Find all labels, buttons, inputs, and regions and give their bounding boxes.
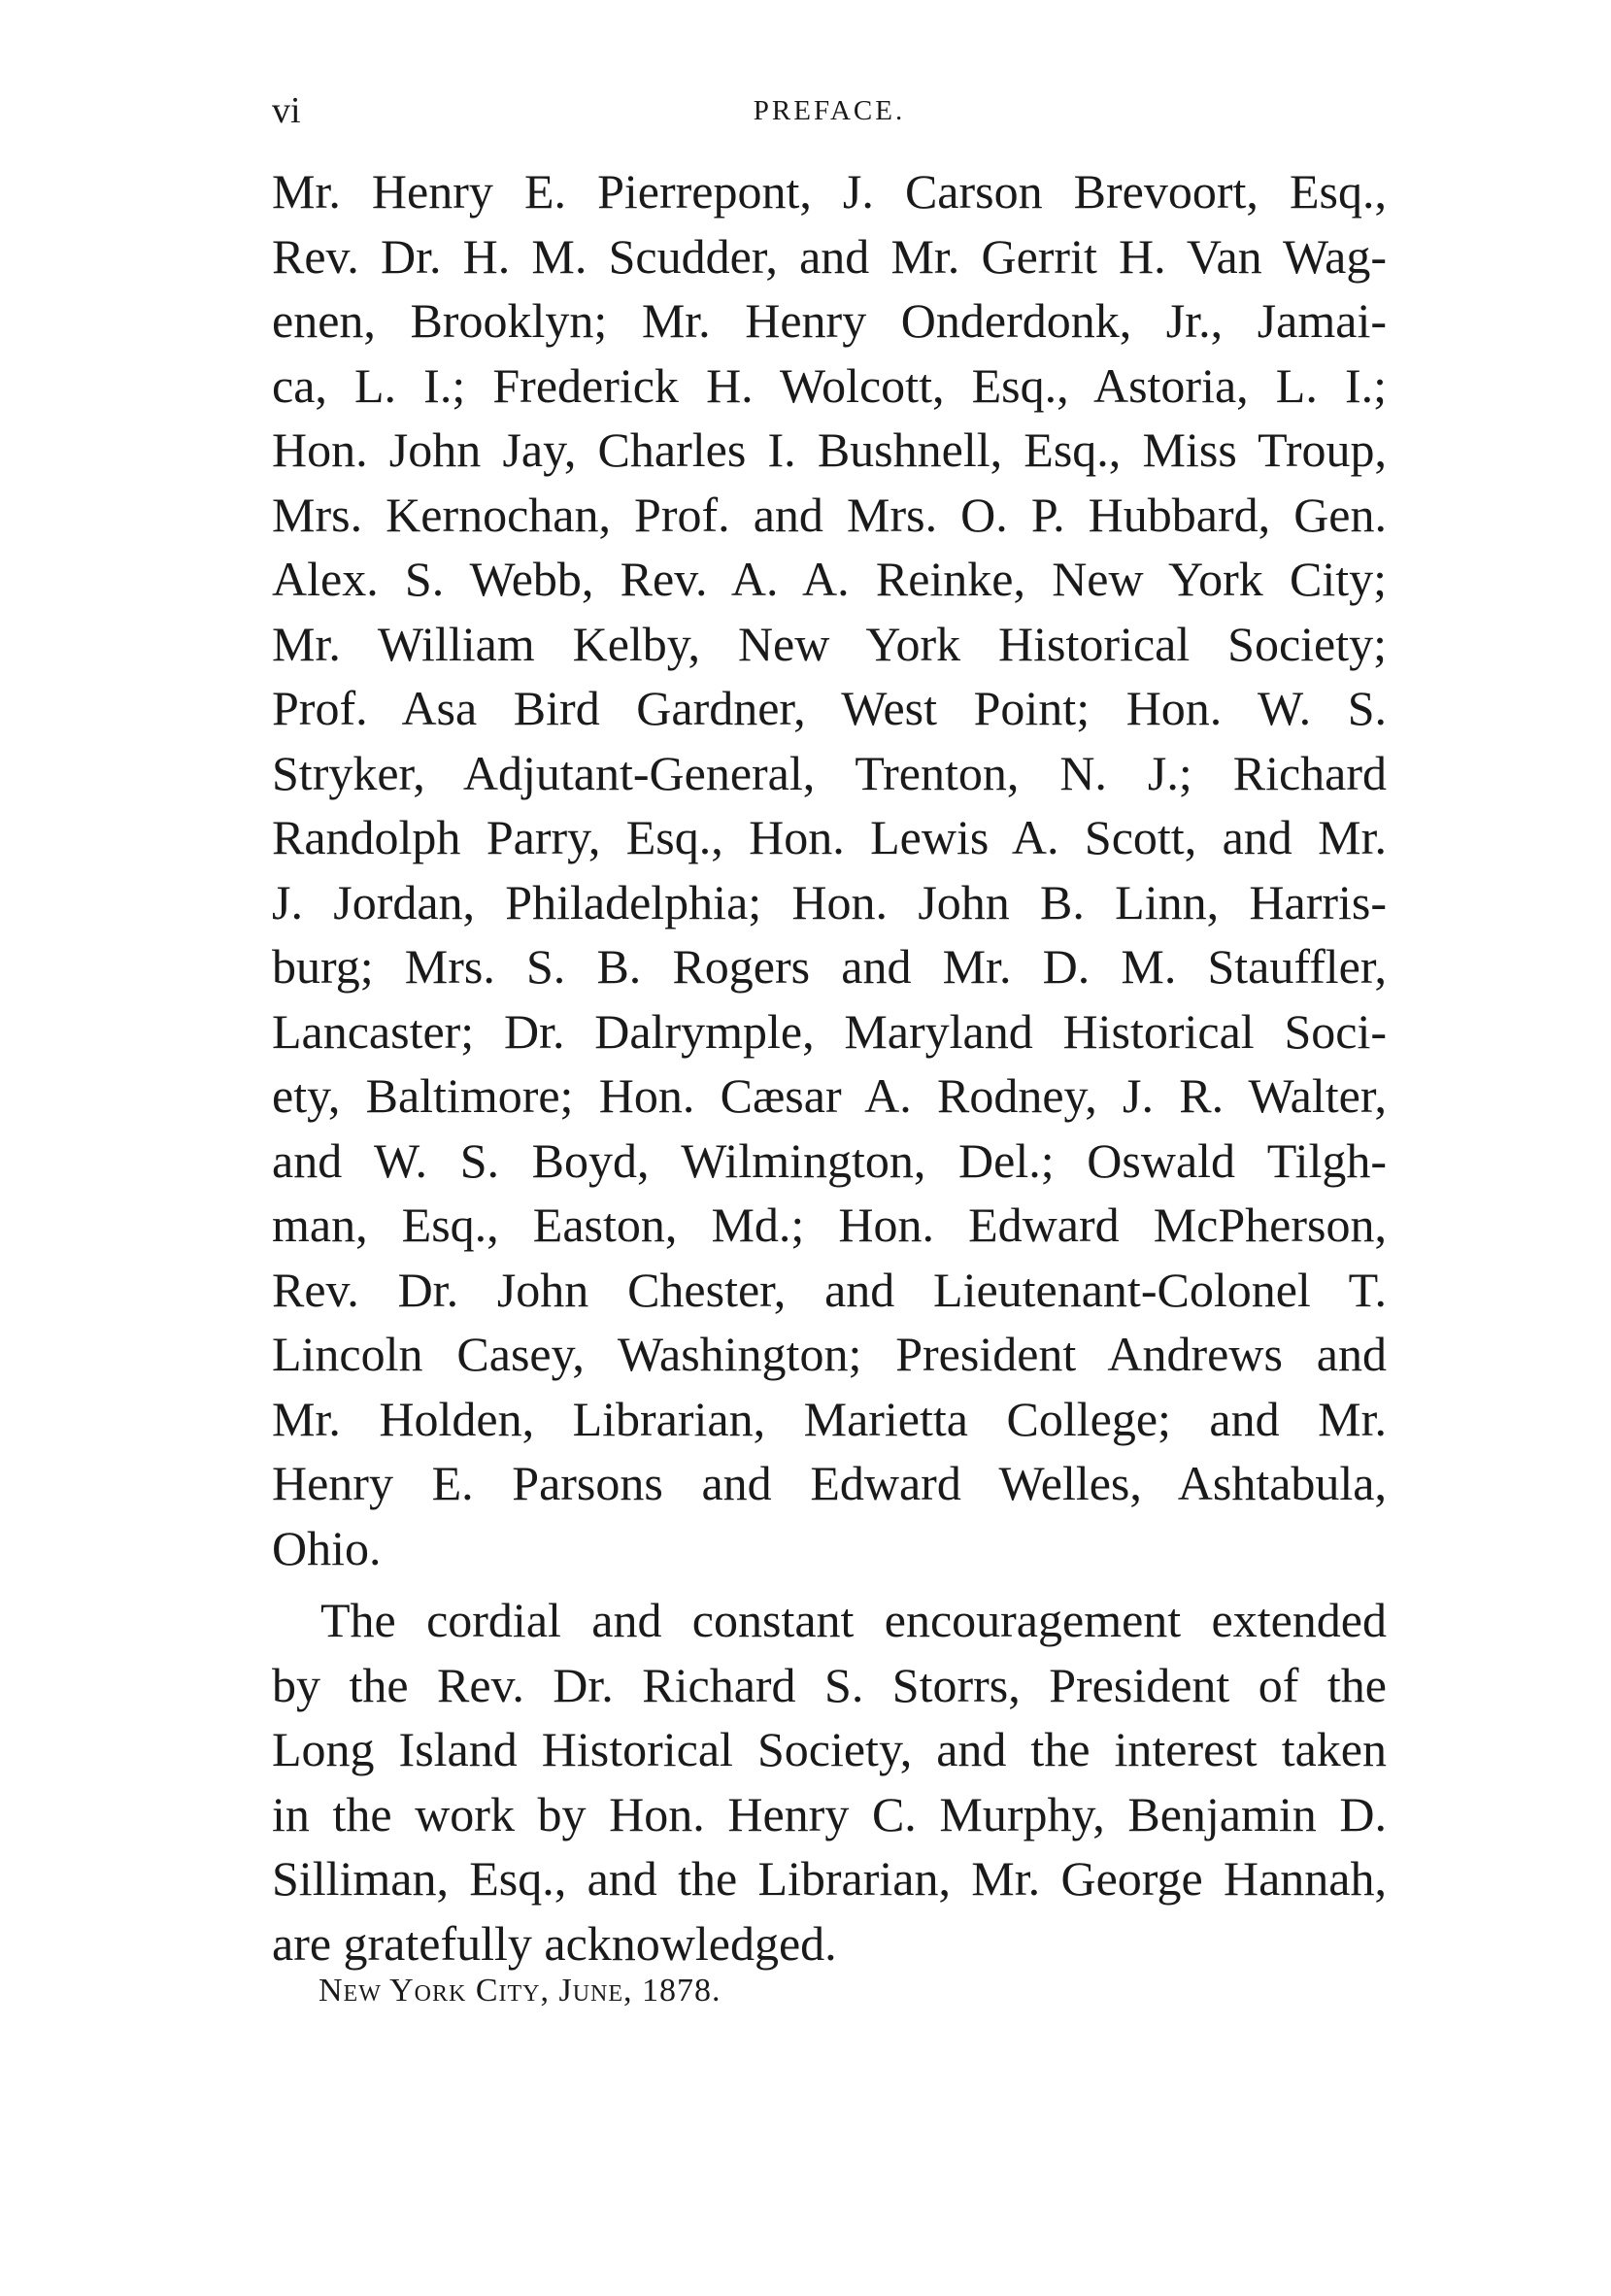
text-line: Rev. Dr. H. M. Scudder, and Mr. Gerrit H. Van Wag-: [272, 228, 1387, 284]
text-line: are gratefully acknowledged.: [272, 1915, 837, 1971]
text-line: ety, Baltimore; Hon. Cæsar A. Rodney, J. R. Walter,: [272, 1068, 1387, 1123]
page-number: vi: [272, 90, 301, 131]
text-line: Lincoln Casey, Washington; President Andrews and: [272, 1327, 1387, 1381]
text-line: Stryker, Adjutant-General, Trenton, N. J.; Richard: [272, 745, 1387, 800]
text-line: Mrs. Kernochan, Prof. and Mrs. O. P. Hubbard, Gen.: [272, 487, 1387, 542]
text-line: enen, Brooklyn; Mr. Henry Onderdonk, Jr., Jamai-: [272, 293, 1387, 348]
text-line: Silliman, Esq., and the Librarian, Mr. George Hannah,: [272, 1851, 1387, 1906]
text-line: Hon. John Jay, Charles I. Bushnell, Esq., Miss Troup,: [272, 422, 1387, 477]
text-line: and W. S. Boyd, Wilmington, Del.; Oswald Tilgh-: [272, 1132, 1387, 1188]
text-line: Mr. Holden, Librarian, Marietta College; and Mr.: [272, 1391, 1387, 1446]
text-line: in the work by Hon. Henry C. Murphy, Benjamin D.: [272, 1786, 1387, 1841]
text-line: J. Jordan, Philadelphia; Hon. John B. Linn, Harris-: [272, 874, 1387, 929]
text-line: Randolph Parry, Esq., Hon. Lewis A. Scott, and Mr.: [272, 810, 1387, 864]
text-line: Lancaster; Dr. Dalrymple, Maryland Historical Soci-: [272, 1003, 1387, 1059]
paragraph-gap: [272, 1580, 1387, 1588]
text-line: The cordial and constant encouragement extended: [320, 1593, 1387, 1647]
text-line: Prof. Asa Bird Gardner, West Point; Hon. W. S.: [272, 681, 1387, 735]
text-line: man, Esq., Easton, Md.; Hon. Edward McPherson,: [272, 1198, 1387, 1252]
text-line: Alex. S. Webb, Rev. A. A. Reinke, New York City;: [272, 552, 1387, 606]
text-line: burg; Mrs. S. B. Rogers and Mr. D. M. Stauffler,: [272, 939, 1387, 994]
running-head: [272, 82, 1387, 140]
running-title: PREFACE.: [753, 95, 906, 126]
text-line: Rev. Dr. John Chester, and Lieutenant-Colonel T.: [272, 1262, 1387, 1317]
text-line: by the Rev. Dr. Richard S. Storrs, President of the: [272, 1657, 1387, 1712]
place-date-signature: New York City, June, 1878.: [319, 1973, 722, 2009]
text-line: Ohio.: [272, 1520, 382, 1575]
text-line: ca, L. I.; Frederick H. Wolcott, Esq., Astoria, L. I.;: [272, 357, 1387, 413]
text-line: Mr. Henry E. Pierrepont, J. Carson Brevoort, Esq.,: [272, 164, 1387, 219]
preface-body: [272, 159, 1387, 1975]
text-line: Long Island Historical Society, and the interest taken: [272, 1722, 1387, 1776]
text-line: Henry E. Parsons and Edward Welles, Ashtabula,: [272, 1456, 1387, 1510]
text-line: Mr. William Kelby, New York Historical Society;: [272, 616, 1387, 671]
